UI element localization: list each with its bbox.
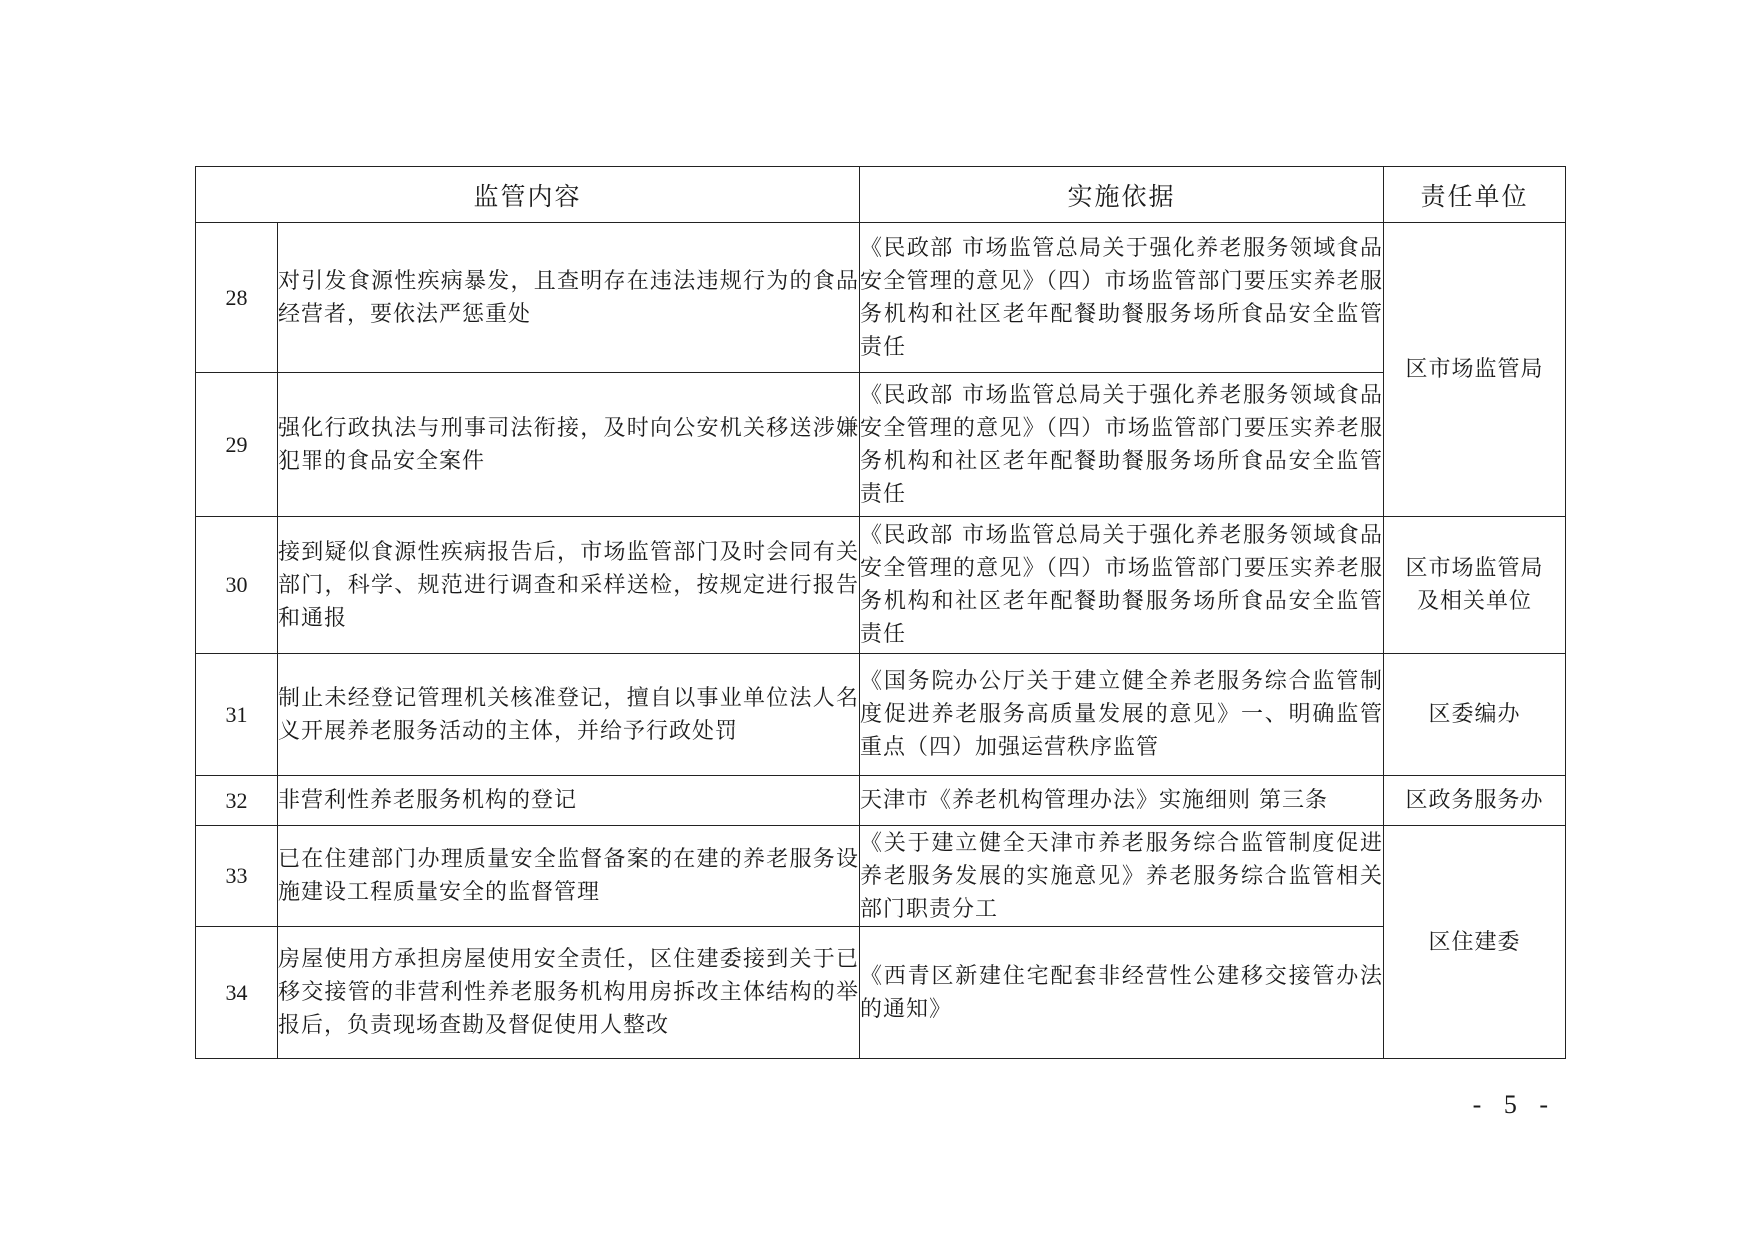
regulation-table [195,166,1566,1059]
row-number: 32 [196,776,278,826]
row-content: 非营利性养老服务机构的登记 [278,776,860,826]
header-content: 监管内容 [196,167,860,223]
table-row [196,223,1566,373]
table-header-row [196,167,1566,223]
row-content: 已在住建部门办理质量安全监督备案的在建的养老服务设施建设工程质量安全的监督管理 [278,826,860,927]
header-basis: 实施依据 [860,167,1384,223]
row-unit: 区政务服务办 [1384,776,1566,826]
row-basis: 《民政部 市场监管总局关于强化养老服务领域食品安全管理的意见》（四）市场监管部门要压实养老服务机构和社区老年配餐助餐服务场所食品安全监管责任 [860,373,1384,517]
row-number: 30 [196,517,278,654]
row-content: 接到疑似食源性疾病报告后，市场监管部门及时会同有关部门，科学、规范进行调查和采样送检，按规定进行报告和通报 [278,517,860,654]
row-content: 强化行政执法与刑事司法衔接，及时向公安机关移送涉嫌犯罪的食品安全案件 [278,373,860,517]
page-number: - 5 - [1472,1090,1556,1119]
table-row [196,517,1566,654]
row-unit: 区委编办 [1384,654,1566,776]
row-number: 31 [196,654,278,776]
row-unit: 区住建委 [1384,826,1566,1059]
unit-line: 区市场监管局 [1405,556,1544,581]
table-row [196,927,1566,1059]
row-content: 房屋使用方承担房屋使用安全责任，区住建委接到关于已移交接管的非营利性养老服务机构用房拆改主体结构的举报后，负责现场查勘及督促使用人整改 [278,927,860,1059]
row-number: 34 [196,927,278,1059]
row-unit [1384,517,1566,654]
row-content: 制止未经登记管理机关核准登记，擅自以事业单位法人名义开展养老服务活动的主体，并给予行政处罚 [278,654,860,776]
header-unit: 责任单位 [1384,167,1566,223]
row-number: 28 [196,223,278,373]
row-basis: 《民政部 市场监管总局关于强化养老服务领域食品安全管理的意见》（四）市场监管部门要压实养老服务机构和社区老年配餐助餐服务场所食品安全监管责任 [860,223,1384,373]
row-basis: 《民政部 市场监管总局关于强化养老服务领域食品安全管理的意见》（四）市场监管部门要压实养老服务机构和社区老年配餐助餐服务场所食品安全监管责任 [860,517,1384,654]
row-basis: 《关于建立健全天津市养老服务综合监管制度促进养老服务发展的实施意见》养老服务综合监管相关部门职责分工 [860,826,1384,927]
table-row [196,776,1566,826]
table-row [196,654,1566,776]
row-unit: 区市场监管局 [1384,223,1566,517]
row-number: 29 [196,373,278,517]
row-content: 对引发食源性疾病暴发，且查明存在违法违规行为的食品经营者，要依法严惩重处 [278,223,860,373]
table-row [196,826,1566,927]
table-row [196,373,1566,517]
row-basis: 天津市《养老机构管理办法》实施细则 第三条 [860,776,1384,826]
row-number: 33 [196,826,278,927]
unit-line: 及相关单位 [1417,589,1533,614]
row-basis: 《国务院办公厅关于建立健全养老服务综合监管制度促进养老服务高质量发展的意见》一、明确监管重点（四）加强运营秩序监管 [860,654,1384,776]
row-basis: 《西青区新建住宅配套非经营性公建移交接管办法的通知》 [860,927,1384,1059]
